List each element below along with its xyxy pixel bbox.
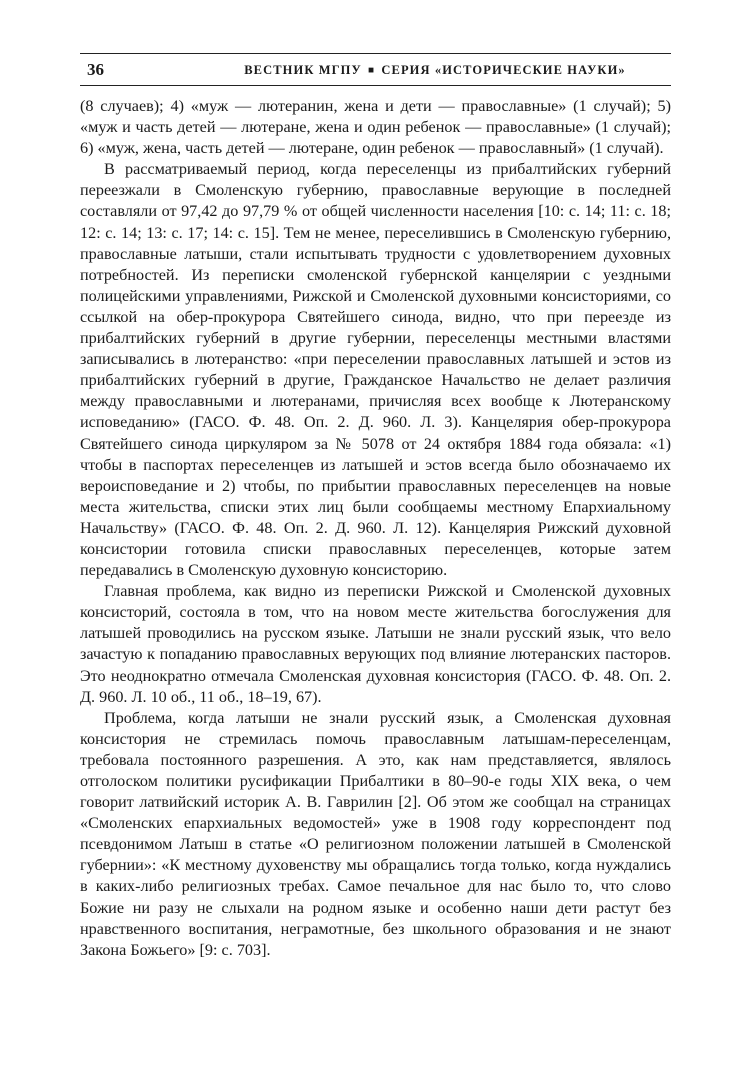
paragraph-4: Проблема, когда латыши не знали русский язык, а Смоленская духовная консистория не стремилась помочь православным латышам-переселенцам, требовала постоянного разрешения. А это, как нам представляется, являлось отголоском политики русификации Прибалтики в 80–90-е годы XIX века, о чем говорит латвийский историк А. В. Гаврилин [2]. Об этом же сообщал на страницах «Смоленских епархиальных ведомостей» уже в 1908 году корреспондент под псевдонимом Латыш в статье «О религиозном положении латышей в Смоленской губернии»: «К местному духовенству мы обращались тогда только, когда нуждались в каких-либо религиозных требах. Самое печальное для нас было то, что слово Божие ни разу не слыхали на родном языке и особенно наши дети растут без нравственного воспитания, неграмотные, без школьного образования и не знают Закона Божьего» [9: с. 703]. [80,708,671,959]
series-name: СЕРИЯ «ИСТОРИЧЕСКИЕ НАУКИ» [381,63,626,77]
page-number: 36 [87,60,104,79]
header-rule [80,85,671,86]
running-title [200,63,670,78]
article-body [80,96,671,961]
paragraph-2: В рассматриваемый период, когда переселенцы из прибалтийских губерний переезжали в Смоленскую губернию, православные верующие в последней составляли от 97,42 до 97,79 % от общей численности населения [10: с. 14; 11: с. 18; 12: с. 14; 13: с. 17; 14: с. 15]. Тем не менее, переселившись в Смоленскую губернию, православные латыши, стали испытывать трудности с удовлетворением духовных потребностей. Из переписки смоленской губернской канцелярии с уездными полицейскими управлениями, Рижской и Смоленской духовными консисториями, со ссылкой на обер-прокурора Святейшего синода, видно, что при переезде из прибалтийских губерний в другие губернии, переселенцы местными властями записывались в лютеранство: «при переселении православных латышей и эстов из прибалтийских губерний в другие, Гражданское Начальство не делает различия между православными и лютеранами, причисляя всех вообще к Лютеранскому исповеданию» (ГАСО. Ф. 48. Оп. 2. Д. 960. Л. 3). Канцелярия обер-прокурора Святейшего синода циркуляром за № 5078 от 24 октября 1884 года обязала: «1) чтобы в паспортах переселенцев из латышей и эстов всегда было обозначаемо их вероисповедание и 2) чтобы, по прибытии православных переселенцев на новые места жительства, списки этих лиц были сообщаемы местному Епархиальному Начальству» (ГАСО. Ф. 48. Оп. 2. Д. 960. Л. 12). Канцелярия Рижский духовной консистории готовила списки православных переселенцев, которые затем передавались в Смоленскую духовную консисторию. [80,160,671,580]
separator-square: ■ [368,65,376,76]
top-rule [80,53,671,54]
paragraph-3: Главная проблема, как видно из переписки Рижской и Смоленской духовных консисторий, состояла в том, что на новом месте жительства богослужения для латышей проводились на русском языке. Латыши не знали русский язык, что вело зачастую к попаданию православных верующих под влияние лютеранских пасторов. Это неоднократно отмечала Смоленская духовная консистория (ГАСО. Ф. 48. Оп. 2. Д. 960. Л. 10 об., 11 об., 18–19, 67). [80,582,671,706]
paragraph-1: (8 случаев); 4) «муж — лютеранин, жена и дети — православные» (1 случай); 5) «муж и часть детей — лютеране, жена и один ребенок — православные» (1 случай); 6) «муж, жена, часть детей — лютеране, один ребенок — православный» (1 случай). [80,97,671,158]
running-header [80,58,671,82]
journal-name: ВЕСТНИК МГПУ [244,63,362,77]
